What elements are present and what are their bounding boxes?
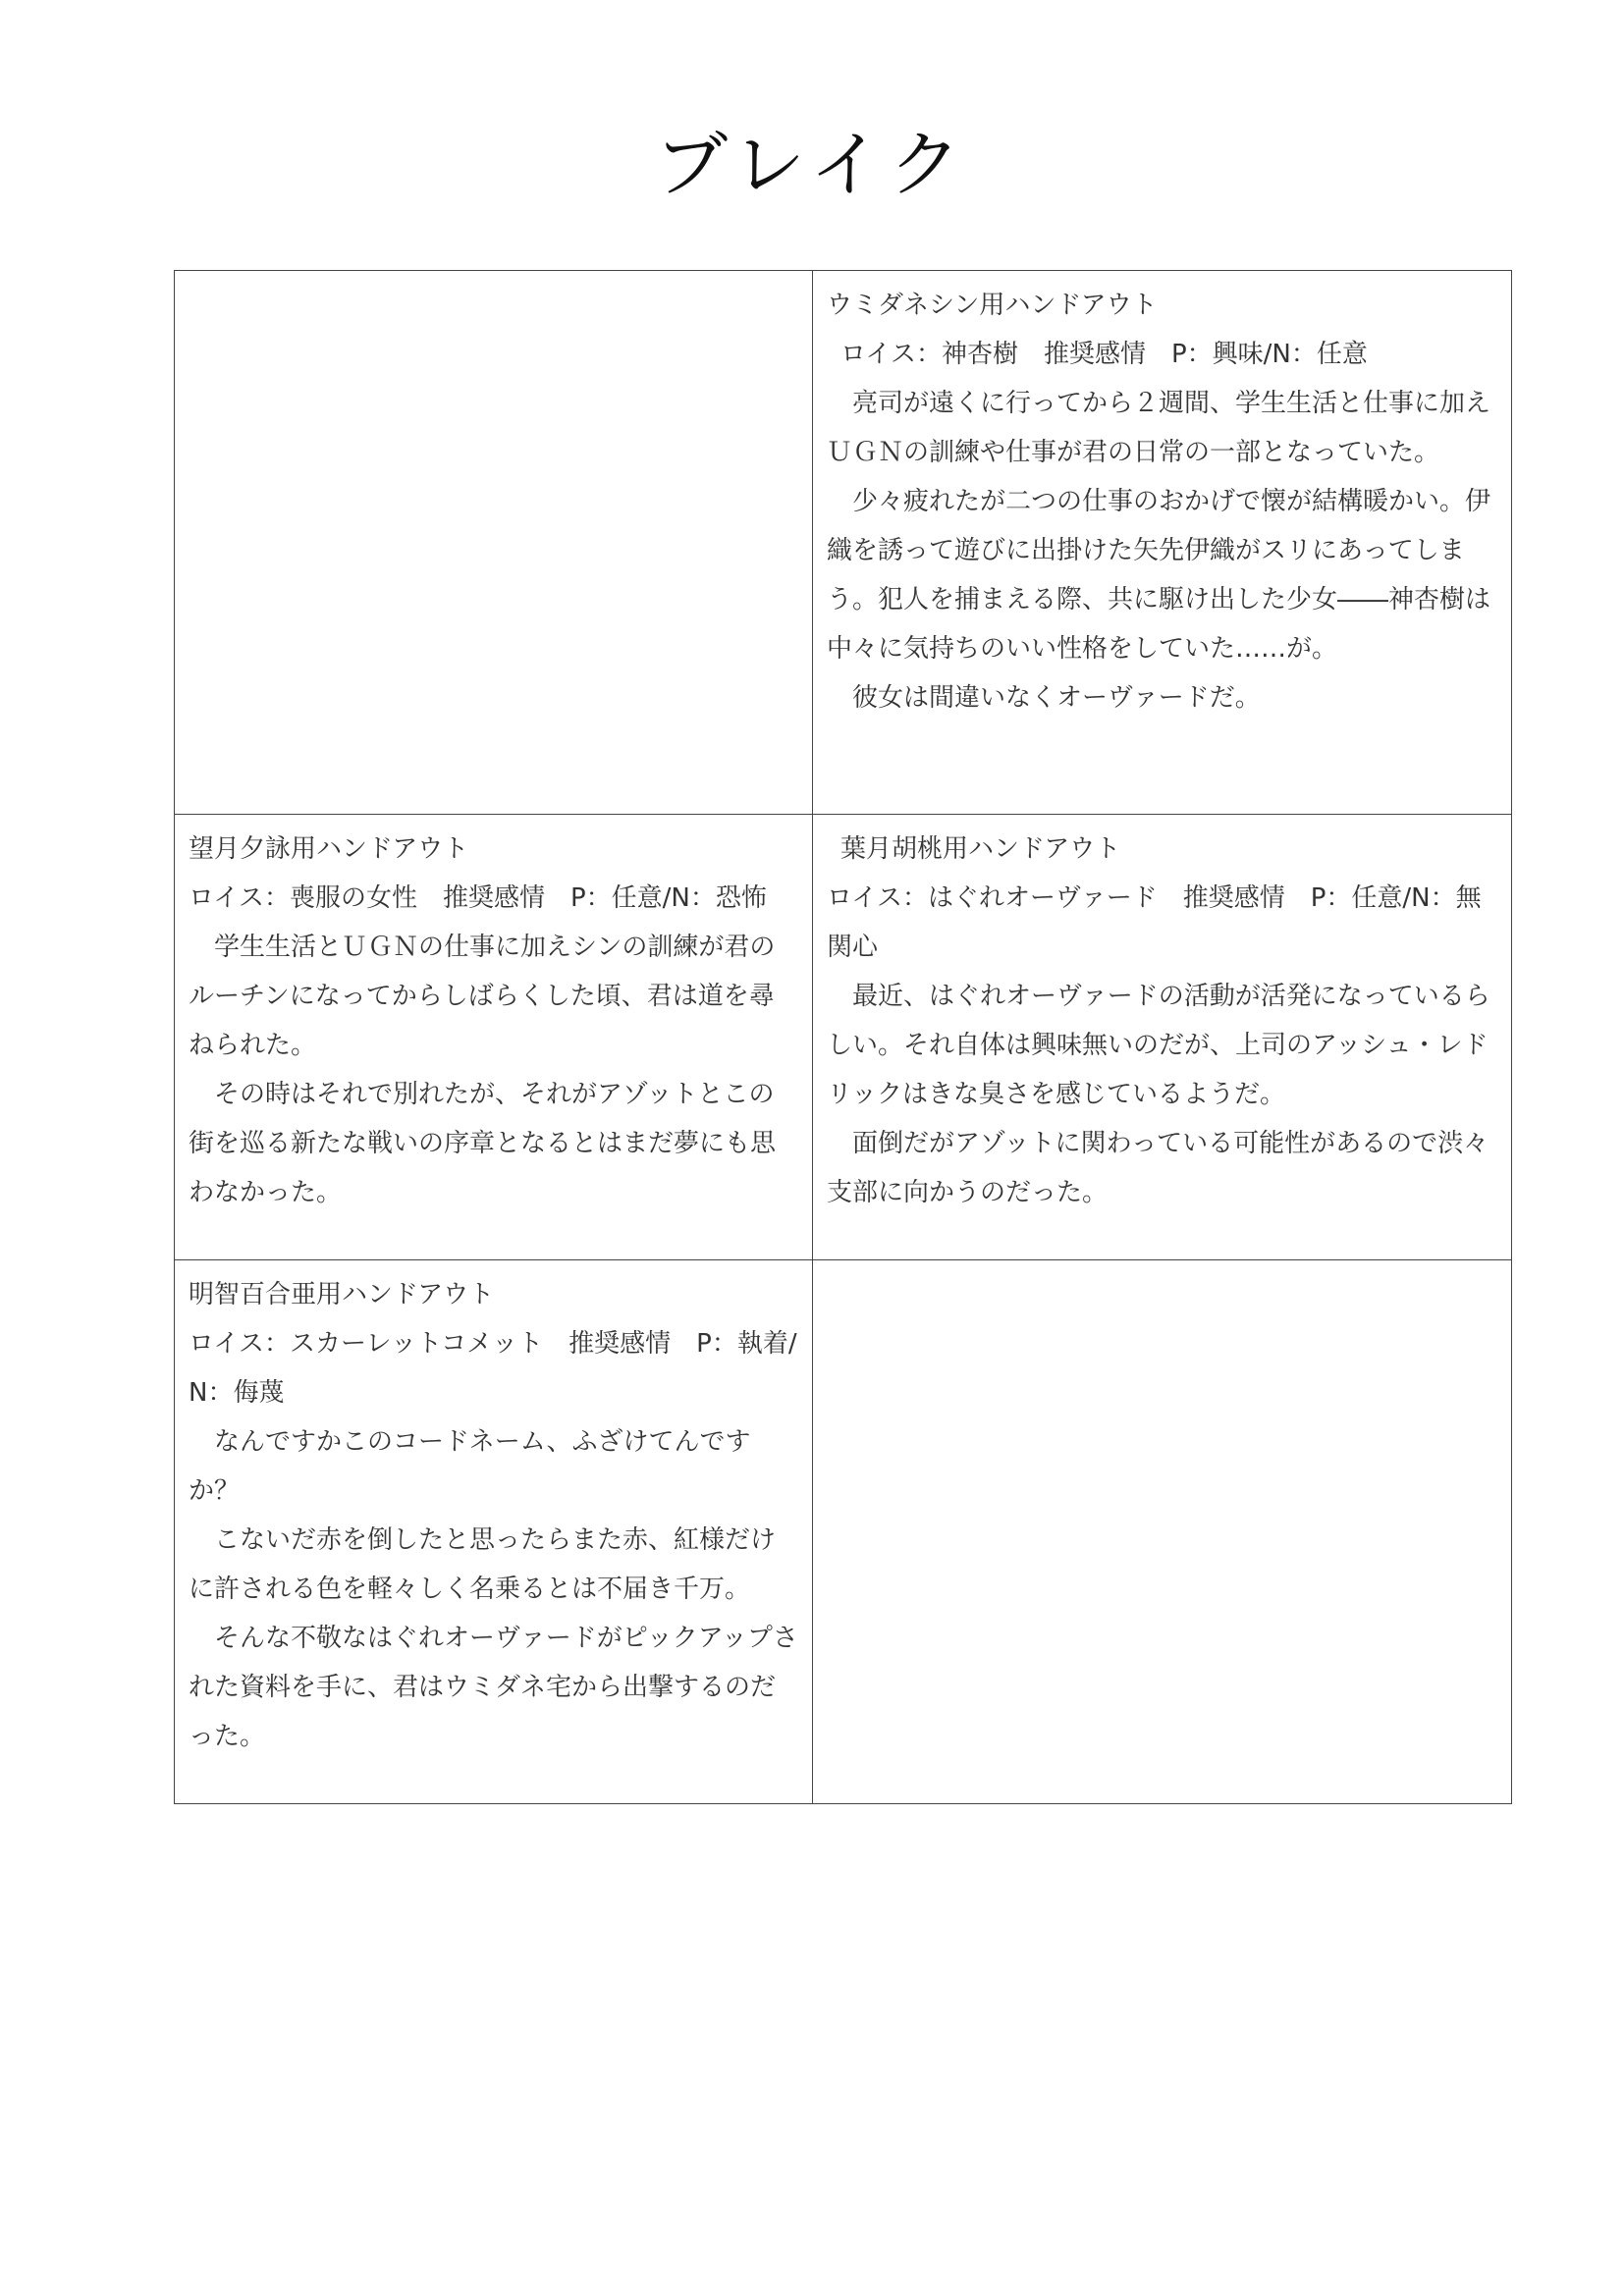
handout-paragraph: その時はそれで別れたが、それがアゾットとこの街を巡る新たな戦いの序章となるとはまだ夢にも思わなかった。 [189, 1080, 777, 1207]
table-row [175, 1260, 1512, 1804]
handout-paragraph: 亮司が遠くに行ってから２週間、学生生活と仕事に加えＵＧＮの訓練や仕事が君の日常の一部となっていた。 [827, 389, 1491, 467]
handout-paragraph: こないだ赤を倒したと思ったらまた赤、紅様だけに許される色を軽々しく名乗るとは不届き千万。 [189, 1525, 777, 1604]
handout-cell-akechi [175, 1260, 813, 1804]
handout-table [174, 270, 1512, 1804]
handout-title: ウミダネシン用ハンドアウト [827, 291, 1158, 320]
roice-line: ロイス：喪服の女性 推奨感情 P：任意/N：恐怖 [189, 883, 767, 913]
handout-paragraph: 彼女は間違いなくオーヴァードだ。 [852, 683, 1261, 713]
handout-cell-mochizuki [175, 815, 813, 1260]
handout-title: 葉月胡桃用ハンドアウト [840, 834, 1121, 864]
empty-cell [813, 1260, 1512, 1804]
handout-paragraph: 面倒だがアゾットに関わっている可能性があるので渋々支部に向かうのだった。 [827, 1129, 1489, 1207]
handout-title: 明智百合亜用ハンドアウト [189, 1280, 495, 1309]
handout-paragraph: 学生生活とＵＧＮの仕事に加えシンの訓練が君のルーチンになってからしばらくした頃、君は道を尋ねられた。 [189, 933, 776, 1060]
roice-line: ロイス：スカーレットコメット 推奨感情 P：執着/N：侮蔑 [189, 1329, 797, 1408]
handout-cell-hazuki [813, 815, 1512, 1260]
handout-paragraph: 少々疲れたが二つの仕事のおかげで懐が結構暖かい。伊織を誘って遊びに出掛けた矢先伊織がスリにあってしまう。犯人を捕まえる際、共に駆け出した少女――神杏樹は中々に気持ちのいい性格をしていた……が。 [827, 487, 1491, 664]
handout-cell-umidane [813, 271, 1512, 815]
roice-line: ロイス：神杏樹 推奨感情 P：興味/N：任意 [840, 340, 1368, 369]
handout-title: 望月夕詠用ハンドアウト [189, 834, 469, 864]
table-row [175, 815, 1512, 1260]
handout-paragraph: 最近、はぐれオーヴァードの活動が活発になっているらしい。それ自体は興味無いのだが、上司のアッシュ・レドリックはきな臭さを感じているようだ。 [827, 982, 1490, 1109]
page-title: ブレイク [655, 123, 969, 207]
handout-paragraph: そんな不敬なはぐれオーヴァードがピックアップされた資料を手に、君はウミダネ宅から出撃するのだった。 [189, 1624, 798, 1751]
roice-line: ロイス：はぐれオーヴァード 推奨感情 P：任意/N：無関心 [827, 883, 1482, 962]
table-row [175, 271, 1512, 815]
empty-cell [175, 271, 813, 815]
handout-paragraph: なんですかこのコードネーム、ふざけてんですか？ [189, 1427, 751, 1506]
